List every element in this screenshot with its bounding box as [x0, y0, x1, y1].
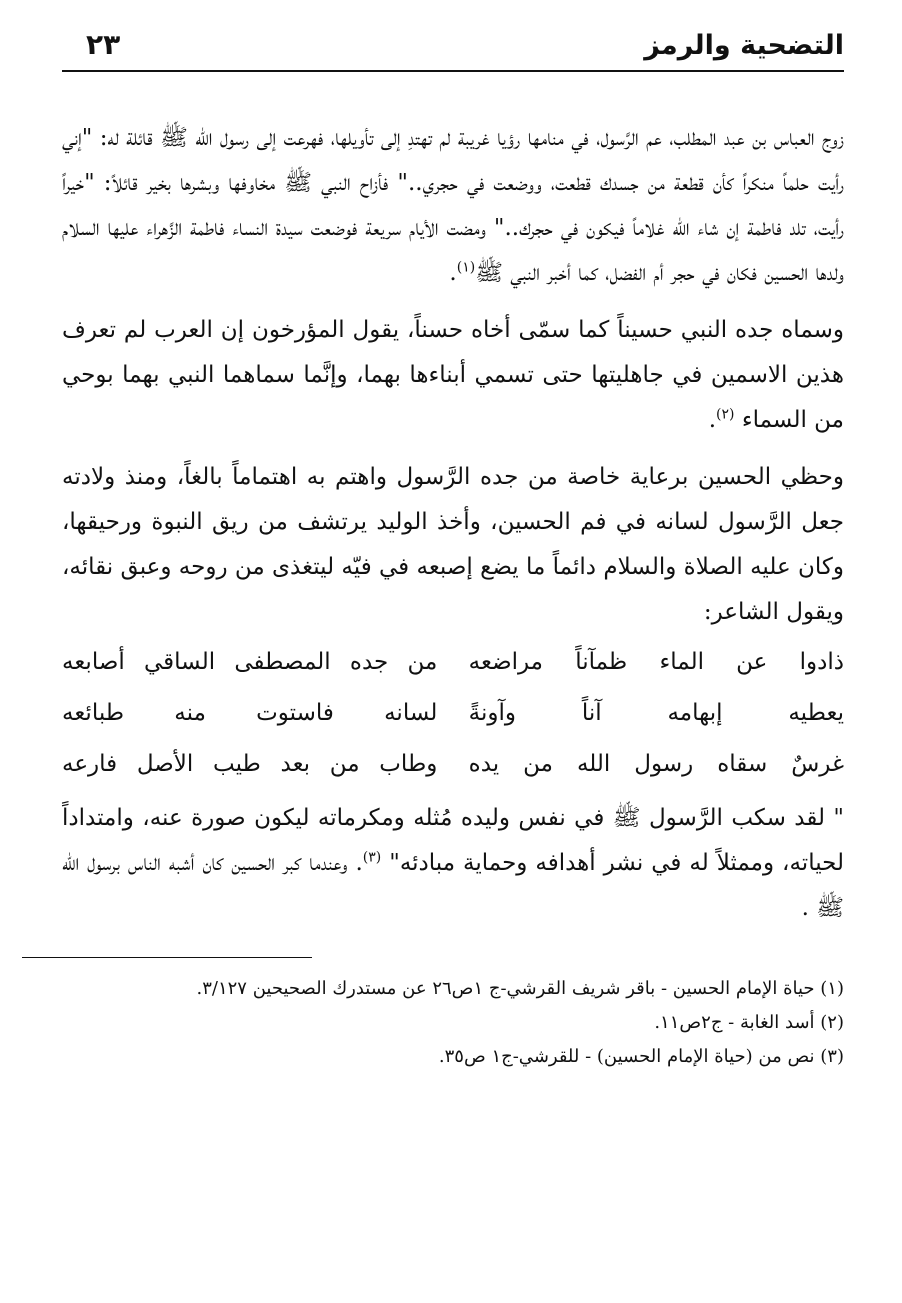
second-hemistich: من جده المصطفى الساقي أصابعه [62, 649, 438, 675]
footnote-marker: (٣) [362, 849, 382, 866]
paragraph [62, 455, 844, 635]
running-header [62, 22, 844, 72]
first-hemistich: غرسٌ سقاه رسول الله من يده [468, 751, 844, 777]
paragraph-text: وحظي الحسين برعاية خاصة من جده الرَّسول واهتم به اهتماماً بالغاً، ومنذ ولادته جعل الرَّسول لسانه في فم الحسين، وأخذ الوليد يرتشف من ريق النبوة ورحيقها، وكان عليه الصلاة والسلام دائماً ما يضع إصبعه في فيّه ليتغذى من روحه وعبق نقائه، ويقول الشاعر: [62, 464, 844, 625]
paragraph [62, 116, 844, 296]
paragraph-text: زوج العباس بن عبد المطلب، عم الرَّسول، في منامها رؤيا غريبة لم تهتدِ إلى تأويلها، فهرعت إلى رسول الله ﷺ قائلة له: "إني رأيت حلماً منكراً كأن قطعة من جسدك قطعت، ووضعت في حجري.." فأزاح النبي ﷺ مخاوفها وبشرها بخير قائلاً: "خيراً رأيت، تلد فاطمة إن شاء الله غلاماً فيكون في حجرك.." ومضت الأيام سريعة فوضعت سيدة النساء فاطمة الزَّهراء عليها السلام ولدها الحسين فكان في حجر أم الفضل، كما أخبر النبي ﷺ [62, 125, 844, 286]
first-hemistich: يعطيه إبهامه آناً وآونةً [468, 700, 844, 726]
paragraph [62, 796, 844, 931]
poem [62, 637, 844, 790]
footnote-marker: (٢) [716, 406, 735, 423]
poem-verse [62, 688, 844, 739]
first-hemistich: ذادوا عن الماء ظمآناً مراضعه [468, 649, 844, 675]
second-hemistich: وطاب من بعد طيب الأصل فارعه [62, 751, 438, 777]
paragraph-end: . [708, 407, 717, 433]
page-number: ٢٣ [86, 28, 121, 61]
paragraph [62, 308, 844, 443]
footnote: (٢) أسد الغابة - ج٢ص١١. [654, 1012, 844, 1033]
poem-verse [62, 637, 844, 688]
book-title: التضحية والرمز [644, 30, 844, 61]
body-text [62, 116, 844, 931]
book-page [62, 22, 844, 1282]
footnote-marker: (١) [456, 259, 476, 276]
footnote: (١) حياة الإمام الحسين - باقر شريف القرشي-ج ١ص٢٦ عن مستدرك الصحيحين ٣/١٢٧. [196, 978, 844, 999]
footnote: (٣) نص من (حياة الإمام الحسين) - للقرشي-ج١ ص٣٥. [438, 1046, 844, 1067]
footnotes [62, 972, 844, 1074]
paragraph-text: " لقد سكب الرَّسول ﷺ في نفس وليده مُثله ومكرماته ليكون صورة عنه، وامتداداً لحياته، وممثلاً له في نشر أهدافه وحماية مبادئه" [62, 805, 845, 876]
paragraph-end: . وعندما كبر الحسين كان أشبه الناس برسول الله ﷺ . [62, 850, 844, 921]
footnote-divider [22, 957, 312, 958]
paragraph-text: وسماه جده النبي حسيناً كما سمّى أخاه حسناً، يقول المؤرخون إن العرب لم تعرف هذين الاسمين في جاهليتها حتى تسمي أبناءها بهما، وإنَّما سماهما النبي بهما بوحي من السماء [62, 317, 844, 433]
second-hemistich: لسانه فاستوت منه طبائعه [62, 700, 438, 726]
paragraph-end: . [449, 260, 457, 286]
poem-verse [62, 739, 844, 790]
